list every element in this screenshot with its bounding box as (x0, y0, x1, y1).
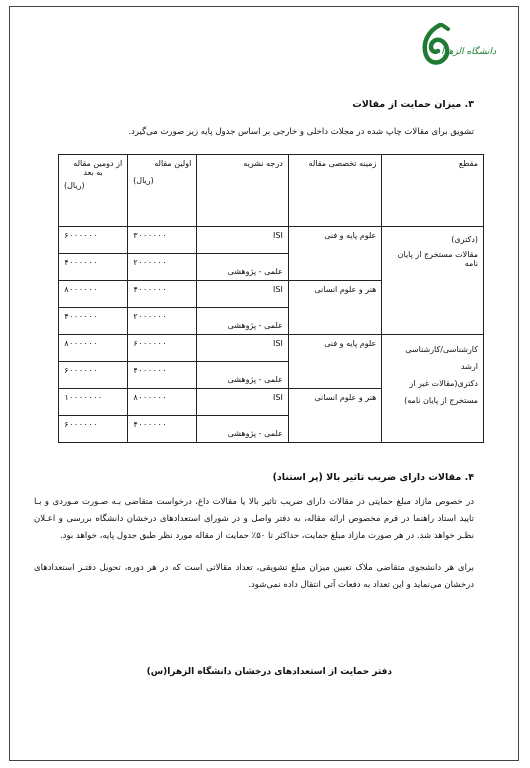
alzahra-logo-icon (418, 23, 452, 67)
first-amount-cell: ۲۰۰۰۰۰۰ (128, 308, 197, 335)
section4-paragraph-1: در خصوص مازاد مبلغ حمایتی در مقالات دارای ضریب تاثیر بالا یا مقالات داغ، درخواست متقاضی بـه صـورت مـوردی و بـا تایید استاد راهنما در فرم مخصوص ارائه مقاله، به دفتر واصل و در شورای استعدادهای درخشان دانشگاه بررسی و اعـلان نظـر خواهد شد. در هر صورت مازاد مبلغ حمایت، حداکثر تا ۵۰٪ حمایت از مقاله مورد نظر طبق جدول پایه، خواهد بود. (34, 497, 474, 541)
footer-signature: دفتر حمایت از استعدادهای درخشان دانشگاه الزهرا(س) (146, 667, 392, 677)
table-header-row (59, 155, 484, 227)
second-amount-cell: ۱۰۰۰۰۰۰۰ (59, 389, 128, 416)
first-amount-cell: ۴۰۰۰۰۰۰ (128, 281, 197, 308)
second-amount-cell: ۴۰۰۰۰۰۰ (59, 254, 128, 281)
second-amount-cell: ۶۰۰۰۰۰۰ (59, 362, 128, 389)
first-amount-cell: ۳۰۰۰۰۰۰ (128, 227, 197, 254)
header-second-article: از دومین مقاله به بعد (ریال) (59, 155, 128, 227)
rank-cell: علمی - پژوهشی (197, 254, 289, 281)
second-amount-cell: ۸۰۰۰۰۰۰ (59, 281, 128, 308)
second-amount-cell: ۸۰۰۰۰۰۰ (59, 335, 128, 362)
rank-cell: علمی - پژوهشی (197, 308, 289, 335)
first-amount-cell: ۴۰۰۰۰۰۰ (128, 416, 197, 443)
section3-title: ۳. میزان حمایت از مقالات (352, 99, 474, 110)
second-amount-cell: ۶۰۰۰۰۰۰ (59, 227, 128, 254)
rank-cell: ISI (197, 227, 289, 254)
logo-text: دانشگاه الزهرا (441, 47, 496, 57)
table-row (59, 335, 484, 362)
section4-paragraph-2: برای هر دانشجوی متقاضی ملاک تعیین میزان مبلغ تشویقی، تعداد مقالاتی است که در هر دوره، تحویل دفتـر استعدادهای درخشان می‌نماید و این تعداد به دفعات آتی انتقال داده نمی‌شود. (34, 563, 474, 590)
rank-cell: علمی - پژوهشی (197, 416, 289, 443)
field-cell: هنر و علوم انسانی (288, 281, 382, 335)
rank-cell: علمی - پژوهشی (197, 362, 289, 389)
section4-title: ۴. مقالات دارای ضریب تاثیر بالا (پر استناد) (272, 472, 474, 483)
field-cell: هنر و علوم انسانی (288, 389, 382, 443)
section3-intro: تشویق برای مقالات چاپ شده در مجلات داخلی و خارجی بر اساس جدول پایه زیر صورت می‌گیرد. (128, 127, 474, 137)
first-amount-cell: ۶۰۰۰۰۰۰ (128, 335, 197, 362)
second-amount-cell: ۶۰۰۰۰۰۰ (59, 416, 128, 443)
header-field: زمینه تخصصی مقاله (288, 155, 382, 227)
header-rank: درجه نشریه (197, 155, 289, 227)
second-amount-cell: ۴۰۰۰۰۰۰ (59, 308, 128, 335)
header-level: مقطع (382, 155, 484, 227)
level-cell: (دکتری) مقالات مستخرج از پایان نامه (382, 227, 484, 335)
first-amount-cell: ۴۰۰۰۰۰۰ (128, 362, 197, 389)
field-cell: علوم پایه و فنی (288, 335, 382, 389)
rank-cell: ISI (197, 335, 289, 362)
support-table (58, 154, 484, 443)
table-row (59, 227, 484, 254)
field-cell: علوم پایه و فنی (288, 227, 382, 281)
document-page (9, 6, 519, 761)
level-cell: کارشناسی/کارشناسی ارشد دکتری(مقالات غیر از مستخرج از پایان نامه) (382, 335, 484, 443)
rank-cell: ISI (197, 281, 289, 308)
rank-cell: ISI (197, 389, 289, 416)
first-amount-cell: ۲۰۰۰۰۰۰ (128, 254, 197, 281)
first-amount-cell: ۸۰۰۰۰۰۰ (128, 389, 197, 416)
header-first-article: اولین مقاله (ریال) (128, 155, 197, 227)
university-logo (416, 23, 496, 73)
